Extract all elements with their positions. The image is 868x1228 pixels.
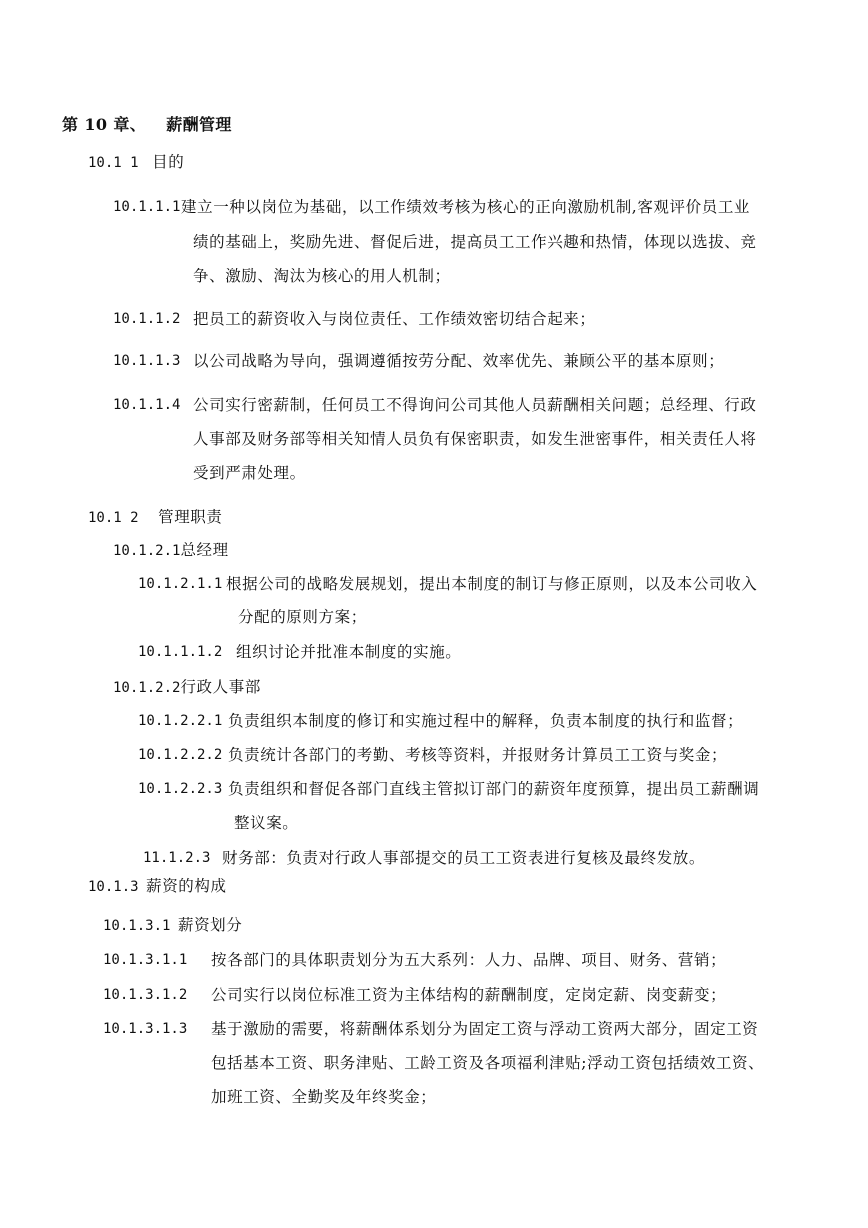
subsection-heading-general-manager [113, 540, 229, 561]
clause-text-line: 负责组织和督促各部门直线主管拟订部门的薪资年度预算，提出员工薪酬调 [228, 780, 760, 798]
chapter-number: 第 10 章、 [62, 115, 147, 134]
clause-number: 10.1.1.3 [113, 353, 181, 369]
clause-text-line: 公司实行密薪制，任何员工不得询问公司其他人员薪酬相关问题；总经理、行政 [193, 396, 757, 414]
section-number: 10.1 1 [88, 155, 139, 171]
section-title: 管理职责 [158, 508, 223, 526]
clause-number: 11.1.2.3 [143, 850, 211, 866]
clause-text: 组织讨论并批准本制度的实施。 [236, 643, 462, 661]
clause-text-line: 包括基本工资、职务津贴、工龄工资及各项福利津贴;浮动工资包括绩效工资、 [211, 1054, 765, 1072]
section-number: 10.1.3 [88, 879, 139, 895]
subsection-number: 10.1.2.1 [113, 543, 181, 559]
clause-text-line: 受到严肃处理。 [193, 464, 306, 482]
clause-number: 10.1.1.4 [113, 397, 181, 413]
clause-number: 10.1.1.2 [113, 311, 181, 327]
subsection-title: 总经理 [180, 541, 229, 559]
clause-text: 以公司战略为导向，强调遵循按劳分配、效率优先、兼顾公平的基本原则； [193, 352, 725, 370]
clause-text: 财务部：负责对行政人事部提交的员工工资表进行复核及最终发放。 [222, 849, 706, 867]
chapter-title: 薪酬管理 [166, 115, 232, 134]
clause-text-line: 加班工资、全勤奖及年终奖金； [211, 1088, 437, 1106]
clause-number: 10.1.1.1.2 [138, 644, 223, 660]
subsection-number: 10.1.2.2 [113, 680, 181, 696]
subsection-heading-admin-hr [113, 677, 261, 698]
clause-number: 10.1.3.1.1 [103, 952, 188, 968]
clause-number: 10.1.2.2.3 [138, 781, 223, 797]
clause-text-line: 分配的原则方案； [238, 608, 367, 626]
clause-text-line: 基于激励的需要，将薪酬体系划分为固定工资与浮动工资两大部分，固定工资 [211, 1020, 759, 1038]
subsection-title: 薪资划分 [177, 916, 243, 934]
clause-number: 10.1.2.2.2 [138, 747, 223, 763]
subsection-number: 10.1.3.1 [103, 918, 171, 934]
section-title: 薪资的构成 [146, 877, 227, 895]
clause-text: 按各部门的具体职责划分为五大系列：人力、品牌、项目、财务、营销； [211, 951, 727, 969]
clause-text-line: 争、激励、淘汰为核心的用人机制； [193, 267, 451, 285]
subsection-title: 行政人事部 [180, 678, 261, 696]
clause-number: 10.1.3.1.2 [103, 987, 188, 1003]
section-title: 目的 [152, 153, 185, 171]
chapter-heading [62, 115, 232, 135]
section-heading-responsibilities [88, 507, 223, 528]
clause-text-line: 绩的基础上，奖励先进、督促后进，提高员工工作兴趣和热情，体现以选拔、竞 [193, 233, 757, 251]
clause-text: 负责组织本制度的修订和实施过程中的解释，负责本制度的执行和监督； [228, 712, 744, 730]
clause-text-line: 根据公司的战略发展规划，提出本制度的制订与修正原则，以及本公司收入 [226, 575, 758, 593]
clause-number: 10.1.2.2.1 [138, 713, 223, 729]
section-heading-salary-structure [88, 876, 227, 897]
clause-text: 负责统计各部门的考勤、考核等资料，并报财务计算员工工资与奖金； [228, 746, 728, 764]
subsection-heading-salary-division [103, 915, 242, 936]
clause-text-line: 人事部及财务部等相关知情人员负有保密职责，如发生泄密事件，相关责任人将 [193, 430, 757, 448]
section-heading-purpose [88, 152, 184, 173]
clause-number: 10.1.1.1 [113, 199, 181, 215]
clause-number: 10.1.2.1.1 [138, 576, 223, 592]
clause-text-line: 整议案。 [234, 814, 299, 832]
clause-text: 公司实行以岗位标准工资为主体结构的薪酬制度，定岗定薪、岗变薪变； [211, 986, 727, 1004]
section-number: 10.1 2 [88, 510, 139, 526]
clause-text-line: 建立一种以岗位为基础，以工作绩效考核为核心的正向激励机制,客观评价员工业 [181, 198, 751, 216]
clause-text: 把员工的薪资收入与岗位责任、工作绩效密切结合起来； [193, 310, 596, 328]
clause-number: 10.1.3.1.3 [103, 1021, 188, 1037]
